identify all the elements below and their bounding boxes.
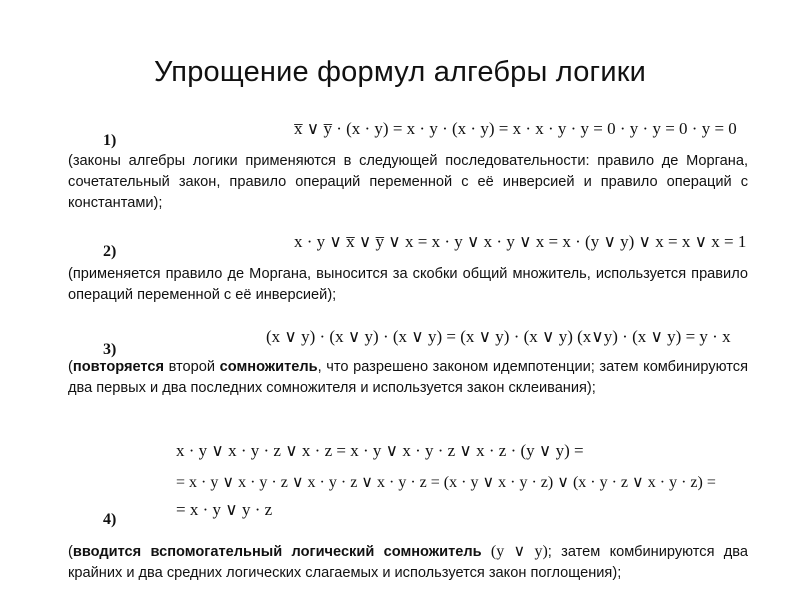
item-1-formula: x̅ ∨ y̅ · (x · y) = x · y · (x · y) = x · x · y · y = 0 · y · y = 0 · y = 0 (294, 119, 737, 138)
item-4-inline-formula: (y ∨ y) (490, 543, 548, 560)
item-4-bold: вводится вспомогательный логический сомножитель (72, 544, 482, 560)
slide-title: Упрощение формул алгебры логики (153, 56, 647, 88)
item-1-description: (законы алгебры логики применяются в следующей последовательности: правило де Моргана, сочетательный закон, правило операций переменной с её инверсией и правило операций с константами); (68, 153, 748, 211)
item-4-formula-line-1: x · y ∨ x · y · z ∨ x · z = x · y ∨ x · y · z ∨ x · z · (y ∨ y) = (176, 441, 584, 460)
item-3-formula: (x ∨ y) · (x ∨ y) · (x ∨ y) = (x ∨ y) · (x ∨ y) (x∨y) · (x ∨ y) = y · x (266, 327, 731, 346)
item-3-rest: , что разрешено законом идемпотенции; затем комбинируются два первых и два последних сомножителя и используется закон склеивания); (68, 359, 748, 396)
item-4-formula-line-3: = x · y ∨ y · z (176, 500, 273, 519)
item-2-description: (применяется правило де Моргана, выносится за скобки общий множитель, используется правило операций переменной с её инверсией); (68, 266, 748, 303)
item-4-rest: ; затем комбинируются два крайних и два средних логических слагаемых и используется закон поглощения); (68, 544, 748, 581)
item-2-number: 2) (103, 243, 117, 260)
item-1-number: 1) (103, 132, 117, 149)
item-3-bold-2: сомножитель (219, 359, 318, 375)
item-2-formula: x · y ∨ x̅ ∨ y̅ ∨ x = x · y ∨ x · y ∨ x = x · (y ∨ y) ∨ x = x ∨ x = 1 (294, 232, 747, 251)
item-3-number: 3) (103, 341, 117, 358)
item-3-description: (повторяется второй сомножитель, что разрешено законом идемпотенции; затем комбинируются два первых и два последних сомножителя и используется закон склеивания); (68, 359, 748, 396)
item-4-number: 4) (103, 511, 117, 528)
item-3-mid: второй (164, 359, 220, 375)
item-4-formula-line-2: = x · y ∨ x · y · z ∨ x · y · z ∨ x · y · z = (x · y ∨ x · y · z) ∨ (x · y · z ∨ x · y · z) = (176, 474, 716, 491)
item-3-bold-1: повторяется (72, 359, 165, 375)
item-4-description: (вводится вспомогательный логический сомножитель (y ∨ y); затем комбинируются два крайних и два средних логических слагаемых и используется закон поглощения); (68, 543, 748, 581)
